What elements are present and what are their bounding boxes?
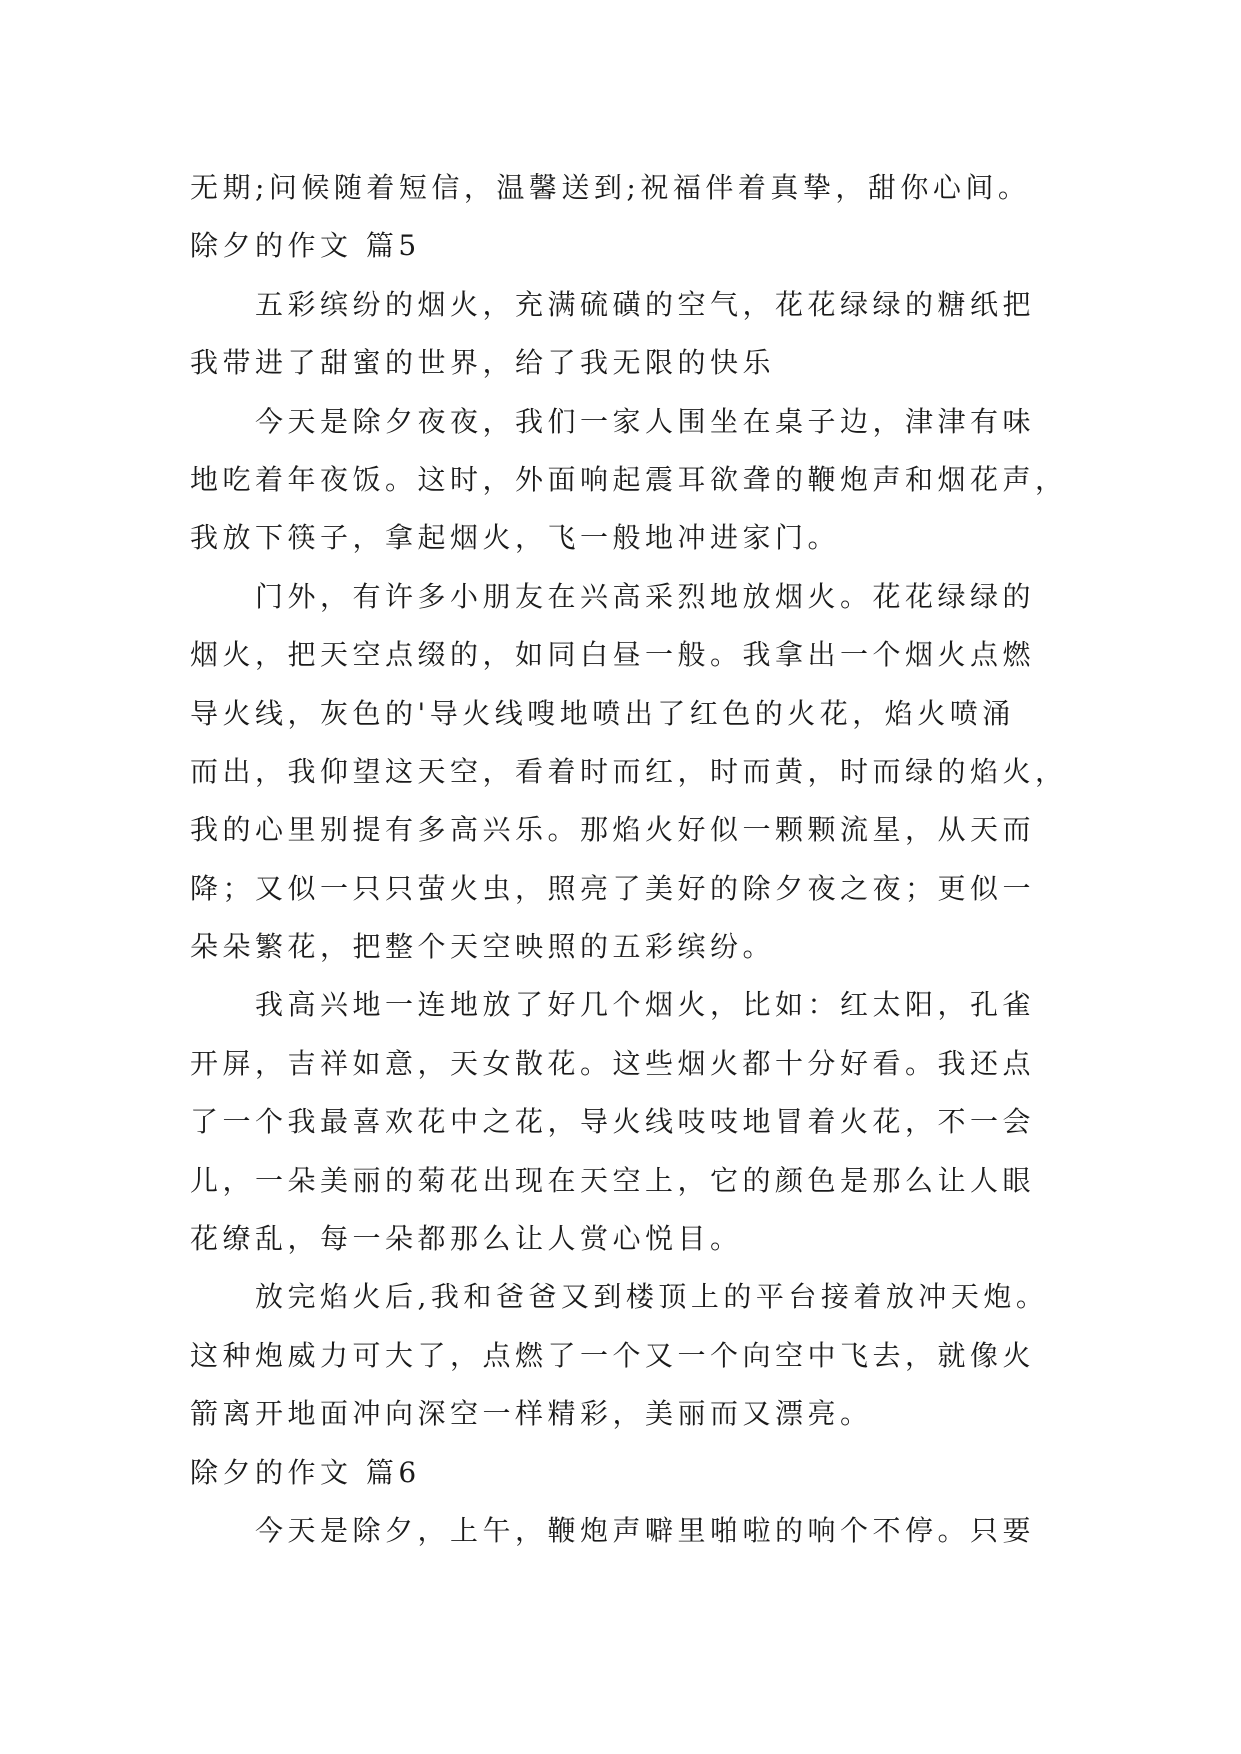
paragraph-line: 导火线，灰色的'导火线嗖地喷出了红色的火花，焰火喷涌 — [190, 696, 1015, 730]
paragraph-line: 我带进了甜蜜的世界，给了我无限的快乐 — [190, 346, 776, 380]
paragraph-line: 我高兴地一连地放了好几个烟火，比如：红太阳，孔雀 — [255, 988, 1036, 1022]
paragraph-line: 了一个我最喜欢花中之花，导火线吱吱地冒着火花，不一会 — [190, 1105, 1036, 1139]
section-title: 除夕的作文 篇6 — [190, 1455, 421, 1489]
paragraph-line: 我放下筷子，拿起烟火，飞一般地冲进家门。 — [190, 521, 841, 555]
continued-paragraph-line: 无期;问候随着短信，温馨送到;祝福伴着真挚，甜你心间。 — [190, 171, 1031, 204]
paragraph-line: 地吃着年夜饭。这时，外面响起震耳欲聋的鞭炮声和烟花声， — [190, 462, 1068, 496]
document-body — [190, 159, 1150, 1560]
paragraph-line: 朵朵繁花，把整个天空映照的五彩缤纷。 — [190, 930, 776, 964]
paragraph-line: 花缭乱，每一朵都那么让人赏心悦目。 — [190, 1222, 743, 1256]
paragraph-line: 今天是除夕夜夜，我们一家人围坐在桌子边，津津有味 — [255, 404, 1036, 438]
paragraph-line: 五彩缤纷的烟火，充满硫磺的空气，花花绿绿的糖纸把 — [255, 287, 1036, 321]
paragraph-line: 而出，我仰望这天空，看着时而红，时而黄，时而绿的焰火， — [190, 754, 1068, 788]
paragraph-line: 今天是除夕，上午，鞭炮声噼里啪啦的响个不停。只要 — [255, 1513, 1036, 1547]
section-title: 除夕的作文 篇5 — [190, 229, 421, 263]
paragraph-line: 我的心里别提有多高兴乐。那焰火好似一颗颗流星，从天而 — [190, 813, 1036, 847]
paragraph-line: 这种炮威力可大了，点燃了一个又一个向空中飞去，就像火 — [190, 1338, 1036, 1372]
paragraph-line: 烟火，把天空点缀的，如同白昼一般。我拿出一个烟火点燃 — [190, 638, 1036, 672]
paragraph-line: 门外，有许多小朋友在兴高采烈地放烟火。花花绿绿的 — [255, 579, 1036, 613]
paragraph-line: 降；又似一只只萤火虫，照亮了美好的除夕夜之夜；更似一 — [190, 871, 1036, 905]
paragraph-line: 儿，一朵美丽的菊花出现在天空上，它的颜色是那么让人眼 — [190, 1163, 1036, 1197]
paragraph-line: 箭离开地面冲向深空一样精彩，美丽而又漂亮。 — [190, 1397, 873, 1431]
paragraph-line: 开屏，吉祥如意，天女散花。这些烟火都十分好看。我还点 — [190, 1046, 1036, 1080]
paragraph-line: 放完焰火后,我和爸爸又到楼顶上的平台接着放冲天炮。 — [255, 1280, 1049, 1314]
